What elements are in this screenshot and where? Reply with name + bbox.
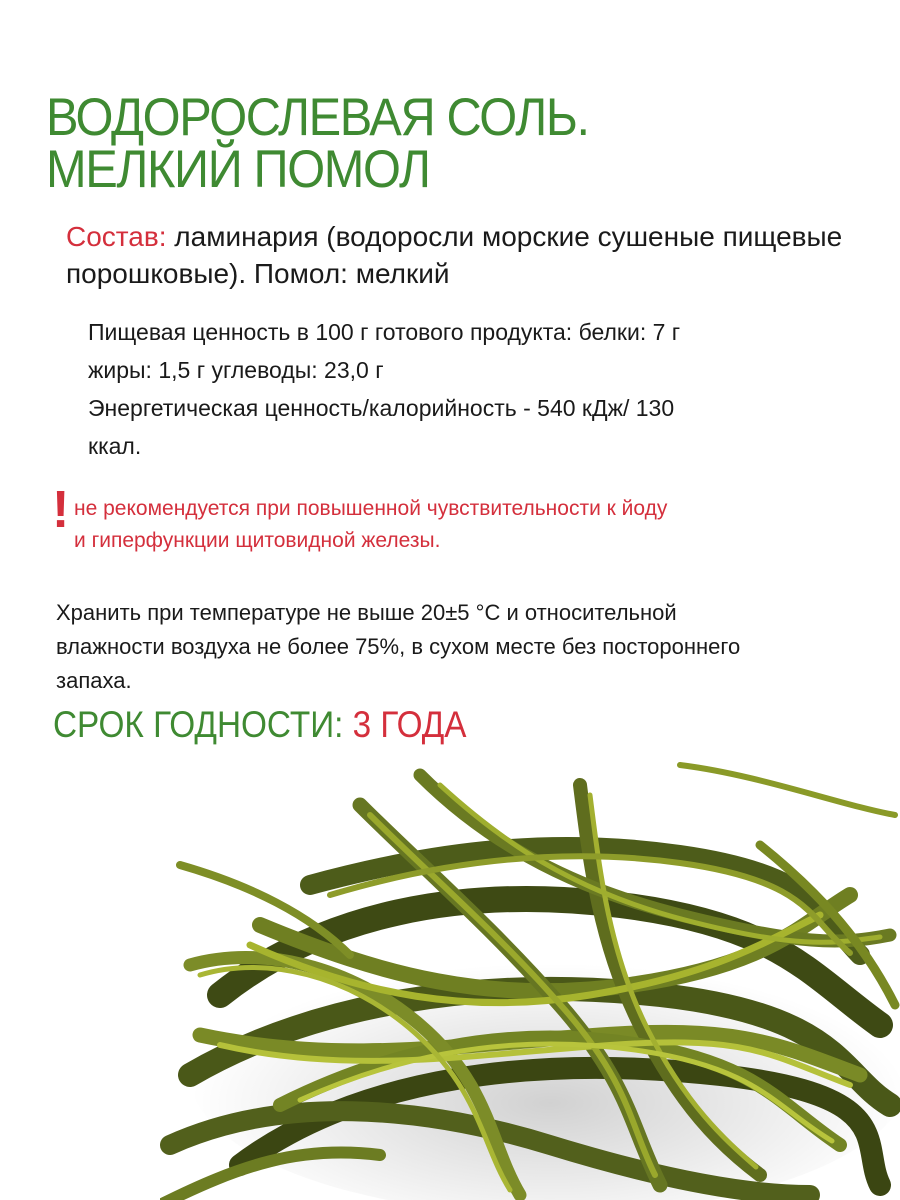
storage-block — [56, 596, 876, 698]
storage-line-3: запаха. — [56, 668, 132, 693]
nutrition-block — [88, 313, 848, 465]
warning-block — [74, 493, 667, 557]
composition-text: ламинария (водоросли морские сушеные пищевые порошковые). Помол: мелкий — [66, 221, 843, 289]
product-title — [46, 88, 589, 199]
title-line-2: МЕЛКИЙ ПОМОЛ — [46, 140, 430, 199]
nutrition-line-4: ккал. — [88, 433, 142, 459]
shelf-life — [53, 703, 467, 747]
exclamation-icon: ! — [52, 481, 70, 539]
nutrition-line-1: Пищевая ценность в 100 г готового продукта: белки: 7 г — [88, 319, 681, 345]
shelf-life-value: 3 ГОДА — [352, 704, 467, 745]
warning-line-1: не рекомендуется при повышенной чувствительности к йоду — [74, 497, 668, 520]
storage-line-1: Хранить при температуре не выше 20±5 °С и относительной — [56, 600, 677, 625]
warning-line-2: и гиперфункции щитовидной железы. — [74, 529, 441, 552]
seaweed-illustration — [160, 745, 900, 1200]
nutrition-line-3: Энергетическая ценность/калорийность - 540 кДж/ 130 — [88, 395, 675, 421]
nutrition-line-2: жиры: 1,5 г углеводы: 23,0 г — [88, 357, 384, 383]
title-line-1: ВОДОРОСЛЕВАЯ СОЛЬ. — [46, 88, 589, 147]
storage-line-2: влажности воздуха не более 75%, в сухом месте без постороннего — [56, 634, 741, 659]
composition-block — [66, 218, 866, 292]
composition-label: Состав: — [66, 221, 167, 252]
shelf-life-label: СРОК ГОДНОСТИ: — [53, 704, 353, 745]
seaweed-photo — [160, 745, 900, 1200]
